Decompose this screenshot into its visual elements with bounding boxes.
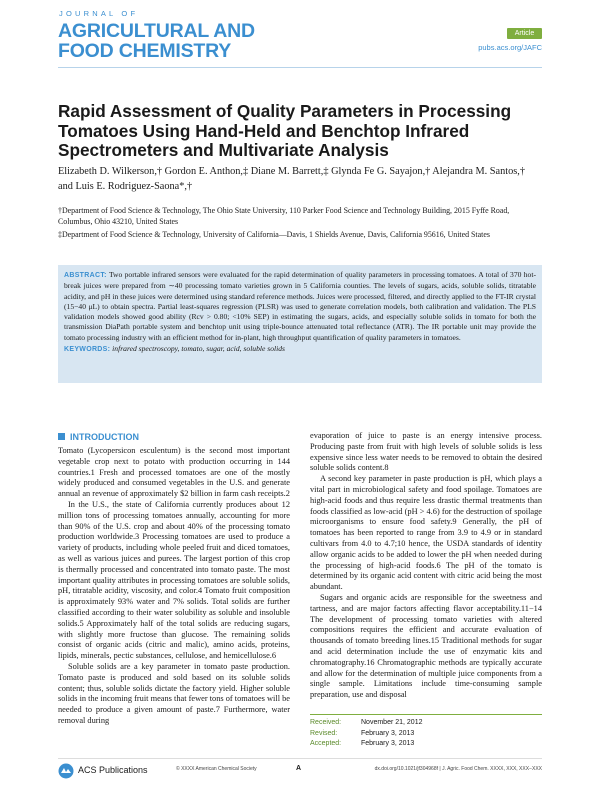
doi-citation[interactable]: dx.doi.org/10.1021/jf304968f | J. Agric. Food Chem. XXXX, XXX, XXX−XXX <box>374 766 542 772</box>
acs-logo-icon <box>58 763 74 779</box>
copyright-notice: © XXXX American Chemical Society <box>176 766 257 772</box>
journal-url-link[interactable]: pubs.acs.org/JAFC <box>478 43 542 52</box>
abstract-label: ABSTRACT: <box>64 272 107 279</box>
author-list: Elizabeth D. Wilkerson,† Gordon E. Anthon,‡ Diane M. Barrett,‡ Glynda Fe G. Sayajon,† Alejandra M. Santos,† and Luis E. Rodriguez-Saona*,† <box>58 166 525 192</box>
page-number: A <box>296 765 302 772</box>
intro-paragraph: Tomato (Lycopersicon esculentum) is the second most important vegetable crop next to potato with production occurring in 144 countries.1 Fresh and processed tomatoes are one of the mostly widely produced and consumed vegetables in the U.S. and generate annual an revenue of approximately $2 billion in farm cash receipts.2 <box>58 446 290 499</box>
journal-title-line2: FOOD CHEMISTRY <box>58 40 232 62</box>
intro-paragraph: Soluble solids are a key parameter in tomato paste production. Tomato paste is produced and sold based on its soluble solids content; thus, soluble solids dictate the factory yield. Higher soluble solids in the incoming fruit means that fewer tons of tomatoes will be needed to produce a given amount of paste.7 Furthermore, water removal during <box>58 661 290 725</box>
paper-title: Rapid Assessment of Quality Parameters in Processing Tomatoes Using Hand-Held and Benchtop Infrared Spectrometers and Multivariate Analysis <box>58 101 512 160</box>
introduction-heading: INTRODUCTION <box>70 432 139 442</box>
intro-paragraph: In the U.S., the state of California currently produces about 12 million tons of processing tomatoes annually, accounting for more than 90% of the U.S. crop and about 40% of the processing tomato production worldwide.3 Processing tomatoes are used to produce a variety of products, including whole peeled fruit and diced tomatoes, as well as various juices and purees. The largest portion of this crop is thermally processed and concentrated into tomato paste. The most important quality attributes in processing tomatoes are soluble solids, pH, titratable acidity, viscosity, and color.4 Tomato fruit composition is approximately 93% water and 7% solids. Total solids are further classified according to their water solubility as soluble and insoluble solids.5 Approximately half of the total solids are reducing sugars, with slightly more fructose than glucose. The remaining solids consist of organic acids (citric and malic), amino acids, proteins, lipids, minerals, pectic substances, cellulose, and hemicellulose.6 <box>58 499 290 661</box>
intro-right-column <box>310 431 542 701</box>
date-received: Received: November 21, 2012 <box>310 719 423 726</box>
affiliation-1: †Department of Food Science & Technology, The Ohio State University, 110 Parker Food Science and Technology Building, 2015 Fyffe Road, Columbus, Ohio 43210, United States <box>58 206 510 226</box>
header-divider <box>58 67 542 68</box>
keywords-label: KEYWORDS: <box>64 346 111 354</box>
journal-small-title: JOURNAL OF <box>59 9 139 18</box>
intro-paragraph: A second key parameter in paste production is pH, which plays a vital part in microbiological safety and food spoilage. Tomatoes are high-acid foods and thus require less drastic thermal treatments than foods classified as low-acid (pH > 4.6) for the destruction of spoilage microorganisms to ensure food safety.9 Generally, the pH of tomatoes has been reported to range from 3.9 to 4.9 or in standard cultivars from 4.0 to 4.7;10 hence, the USDA standards of identity allow organic acids to be added to lower the pH when needed during the processing of high-acid foods.6 The pH of the tomato is determined by its organic acid content with citric acid being the most abundant. <box>310 474 542 592</box>
abstract-body: Two portable infrared sensors were evaluated for the rapid determination of quality parameters in processing tomatoes. A total of 370 hot-break juices were prepared from ∼40 processing tomato varieties grown in 5 California counties. The levels of sugars, acids, soluble solids, titratable acidity, and pH in these juices were determined using standard reference methods. Juices were processed, filtered, and directly applied to the FT-IR crystal (15−40 μL) to obtain spectra. Partial least-squares regression (PLSR) was used to generate correlation models, both calibration and validation. The PLS validation models showed good ability (Rcv > 0.80; <10% SEP) in estimating the sugars, acids, and especially soluble solids in tomato for both the transmission DiaPath portable system and benchtop unit using triple-bounce attenuated total reflectance (ATR). The IR portable unit may provide the tomato processing industry with an efficient method for in-plant, high throughput quantification of quality parameters in tomatoes. <box>64 270 536 342</box>
intro-paragraph: evaporation of juice to paste is an energy intensive process. Producing paste from fruit with high levels of soluble solids is less expensive since less water needs to be removed to obtain the desired soluble solids content.8 <box>310 431 542 473</box>
date-accepted: Accepted: February 3, 2013 <box>310 740 415 747</box>
affiliation-2: ‡Department of Food Science & Technology, University of California—Davis, 1 Shields Avenue, Davis, California 95616, United States <box>58 230 490 239</box>
journal-title-line1: AGRICULTURAL AND <box>58 20 255 42</box>
abstract-text <box>64 270 536 355</box>
publisher-name[interactable]: ACS Publications <box>78 765 148 775</box>
section-marker-icon <box>58 433 65 440</box>
keywords-list: infrared spectroscopy, tomato, sugar, acid, soluble solids <box>112 344 285 354</box>
date-revised: Revised: February 3, 2013 <box>310 729 415 737</box>
article-type-badge: Article <box>507 28 542 39</box>
footer-divider <box>58 758 542 759</box>
intro-left-column <box>58 446 290 727</box>
intro-paragraph: Sugars and organic acids are responsible for the sweetness and tartness, and are major factors affecting flavor acceptability.11−14 The development of processing tomato varieties with altered compositions requires the efficient and accurate evaluation of thousands of tomato breeding lines.15 Traditional methods for sugar and acid determination include the use of enzymatic kits and chromatography.16 Chromatographic methods are typically accurate and allow for the determination of multiple juice components from a single sample. Limitations include time-consuming sample preparation, use and disposal <box>310 592 542 700</box>
article-dates <box>310 714 542 750</box>
